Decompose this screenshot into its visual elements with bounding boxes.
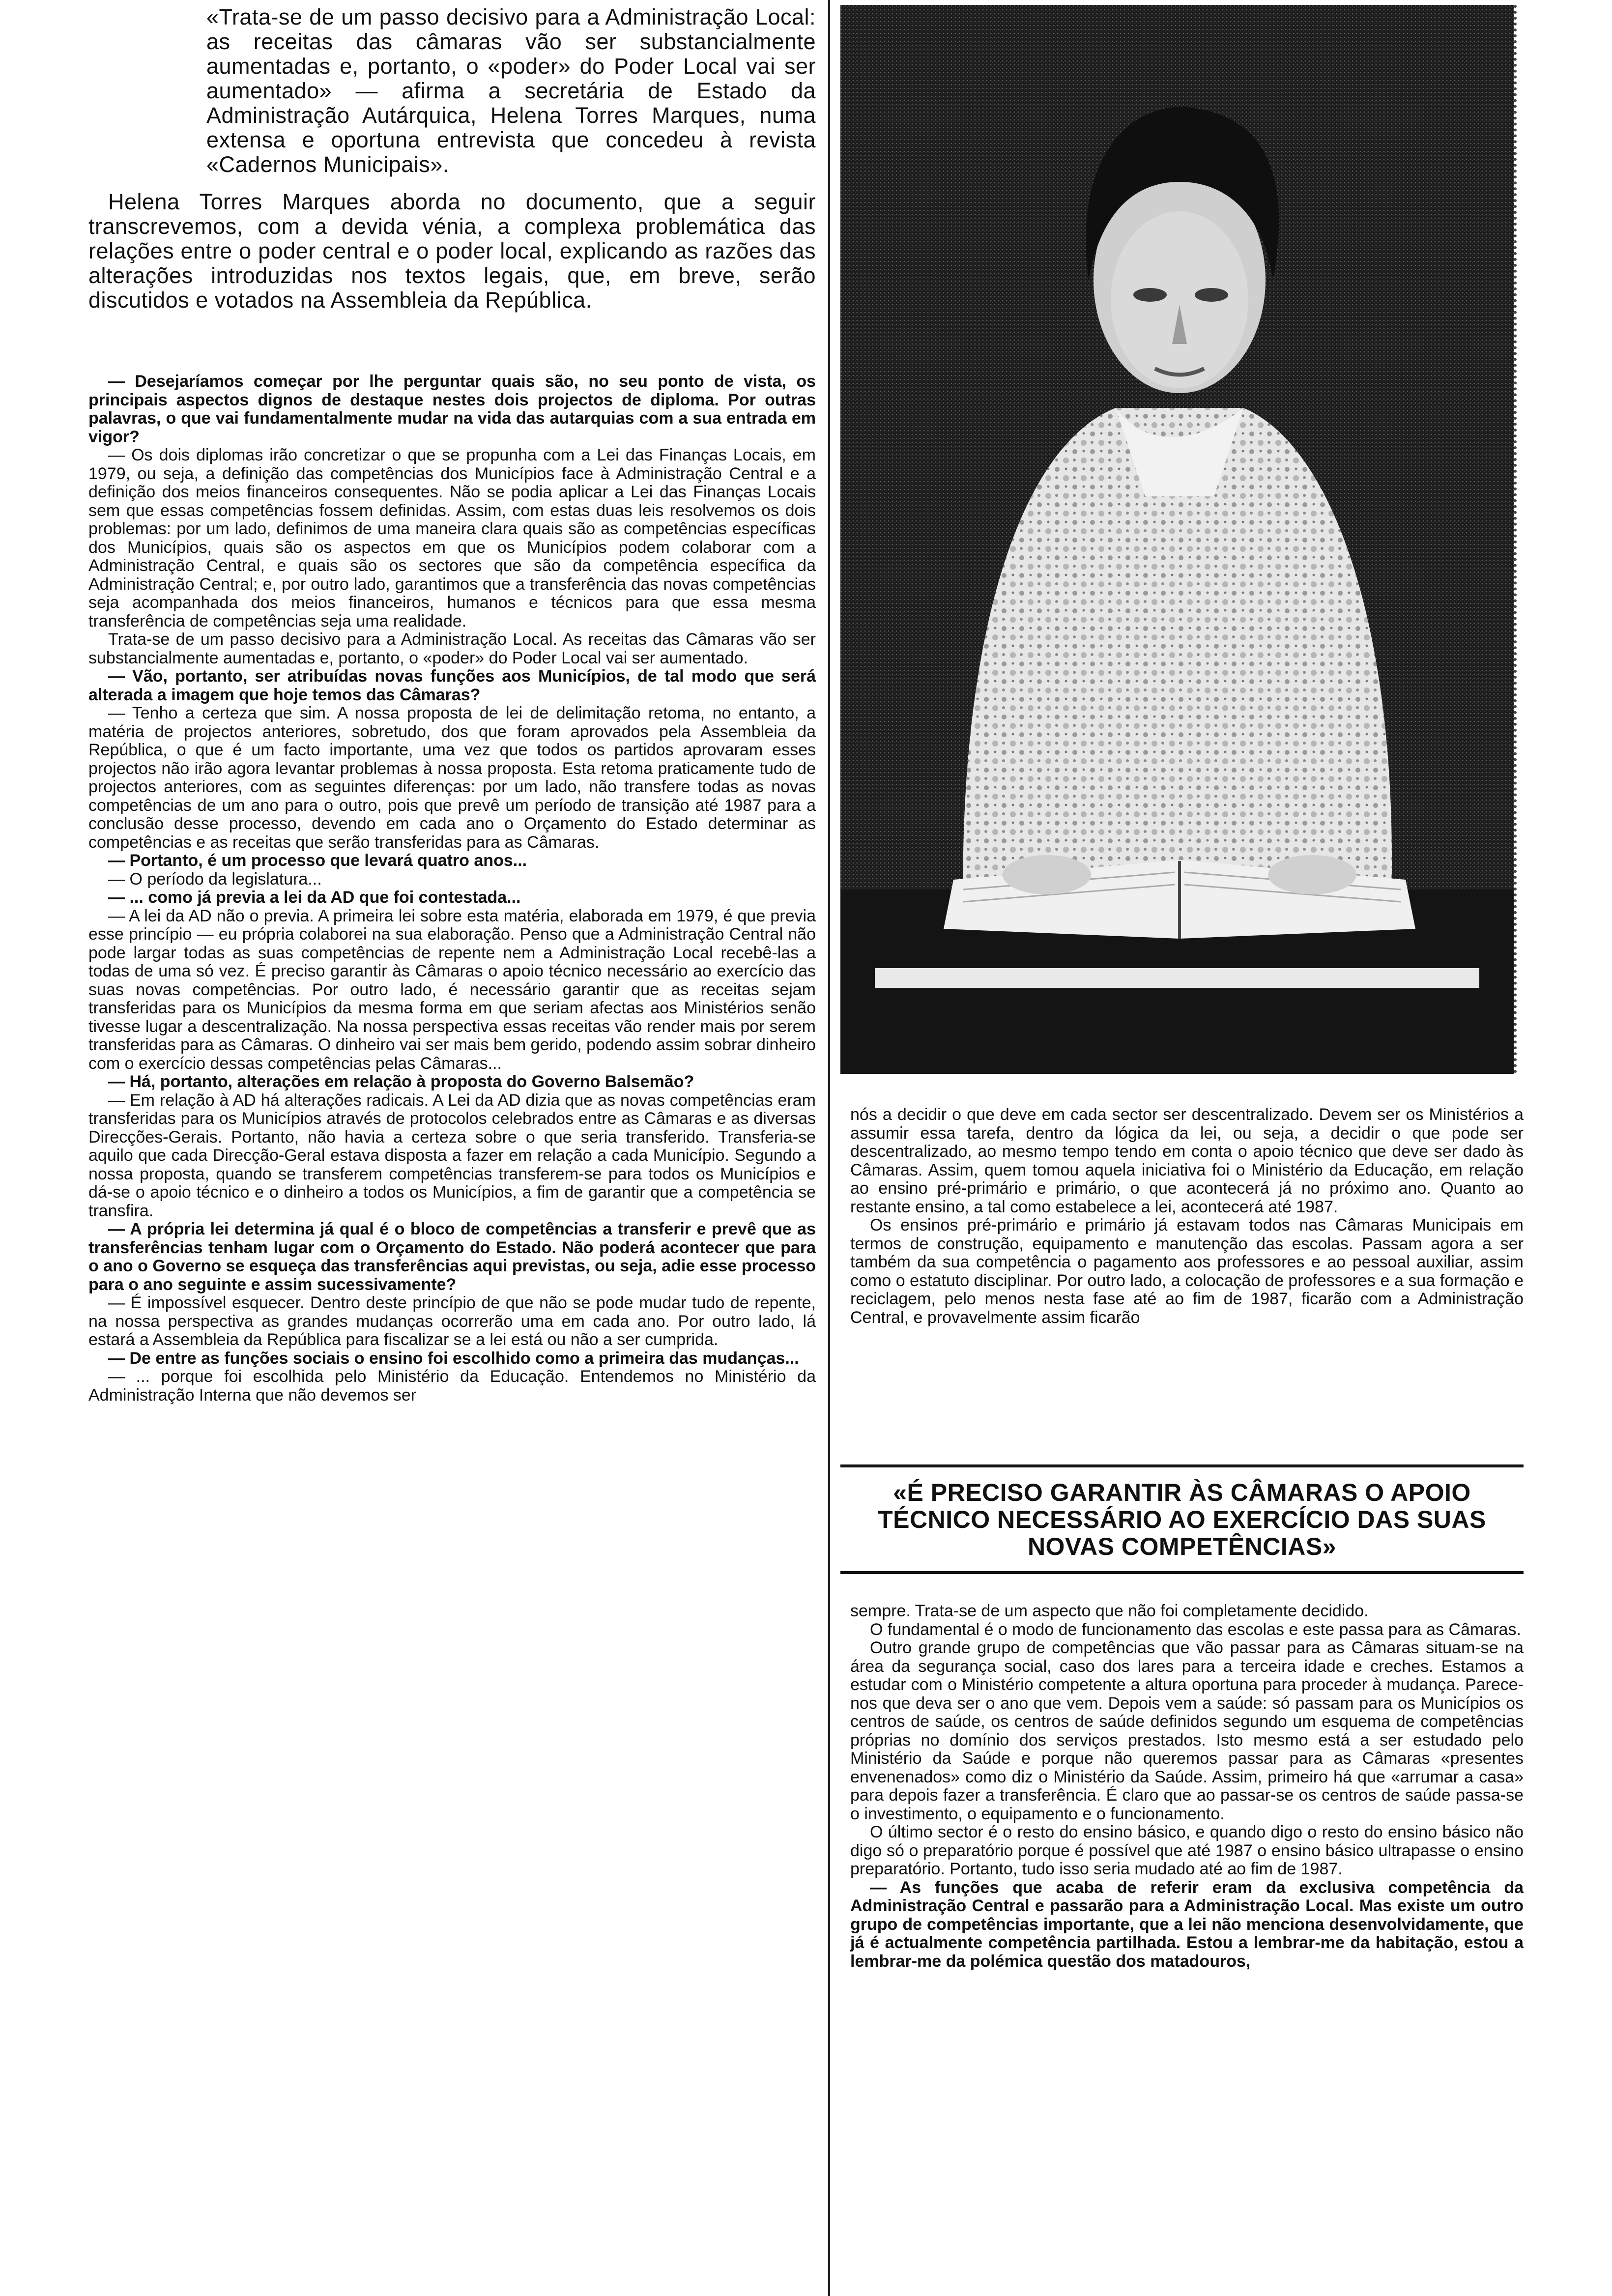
interview-question: — Há, portanto, alterações em relação à proposta do Governo Balsemão? xyxy=(108,1072,694,1091)
portrait-photo-illustration xyxy=(840,5,1514,1074)
portrait-photo xyxy=(840,5,1514,1074)
left-column xyxy=(88,5,816,2285)
interview-question: — Vão, portanto, ser atribuídas novas funções aos Municípios, de tal modo que será alterada a imagem que hoje temos das Câmaras? xyxy=(88,667,816,704)
interview-answer: — Em relação à AD há alterações radicais. A Lei da AD dizia que as novas competências eram transferidas para os Municípios através de protocolos celebrados entre as Câmaras e as diversas Direcções-Gerais. Portanto, não havia a certeza sobre o que seria transferido. Transferia-se aquilo que cada Direcção-Geral estava disposta a fazer em relação a cada Município. Segundo a nossa proposta, quando se transferem competências transferem-se para todos os Municípios e dá-se o apoio técnico e o dinheiro a todos os Municípios, a fim de garantir que a competência se transfira. xyxy=(88,1091,816,1220)
photo-border xyxy=(1514,5,1528,1074)
pull-quote: «É PRECISO GARANTIR ÀS CÂMARAS O APOIO TÉCNICO NECESSÁRIO AO EXERCÍCIO DAS SUAS NOVAS COMPETÊNCIAS» xyxy=(840,1464,1524,1574)
column-divider xyxy=(828,0,830,2296)
interview-answer: Os ensinos pré-primário e primário já estavam todos nas Câmaras Municipais em termos de construção, equipamento e manutenção das escolas. Passam agora a ser também da sua competência o pagamento aos professores e ao pessoal auxiliar, assim como o estatuto disciplinar. Por outro lado, a colocação de professores e a sua formação e reciclagem, pelo menos nesta fase até ao fim de 1987, ficarão com a Administração Central, e provavelmente assim ficarão xyxy=(850,1216,1524,1327)
interview-answer: — É impossível esquecer. Dentro deste princípio de que não se pode mudar tudo de repente, na nossa perspectiva as grandes mudanças ocorrerão uma em cada ano. Por outro lado, lá estará a Assembleia da República para fiscalizar se a lei está ou não a ser cumprida. xyxy=(88,1293,816,1349)
interview-answer: O último sector é o resto do ensino básico, e quando digo o resto do ensino básico não digo só o preparatório porque é possível que até 1987 o ensino básico ultrapasse o ensino preparatório. Portanto, tudo isso seria mudado até ao fim de 1987. xyxy=(850,1823,1524,1878)
intro-paragraph-2: Helena Torres Marques aborda no documento, que a seguir transcrevemos, com a devida vénia, a complexa problemática das relações entre o poder central e o poder local, explicando as razões das alterações introduzidas nos textos legais, que, em breve, serão discutidos e votados na Assembleia da República. xyxy=(88,189,816,313)
interview-answer: sempre. Trata-se de um aspecto que não foi completamente decidido. xyxy=(850,1602,1369,1620)
interview-question: — As funções que acaba de referir eram da exclusiva competência da Administração Central e passarão para a Administração Local. Mas existe um outro grupo de competências importante, que a lei não menciona desenvolvidamente, que já é actualmente competência partilhada. Estou a lembrar-me da habitação, estou a lembrar-me da polémica questão dos matadouros, xyxy=(850,1878,1524,1971)
interview-answer: O fundamental é o modo de funcionamento das escolas e este passa para as Câmaras. xyxy=(870,1620,1521,1639)
interview-question: — Desejaríamos começar por lhe perguntar quais são, no seu ponto de vista, os principais aspectos dignos de destaque nestes dois projectos de diploma. Por outras palavras, o que vai fundamentalmente mudar na vida das autarquias com a sua entrada em vigor? xyxy=(88,372,816,446)
interview-body-right-bottom xyxy=(850,1602,1524,1971)
intro-paragraph-1: «Trata-se de um passo decisivo para a Administração Local: as receitas das câmaras vão ser substancialmente aumentadas e, portanto, o «poder» do Poder Local vai ser aumentado» — afirma a secretária de Estado da Administração Autárquica, Helena Torres Marques, numa extensa e oportuna entrevista que concedeu à revista «Cadernos Municipais». xyxy=(206,5,816,177)
interview-body-left xyxy=(88,373,816,1405)
interview-answer: — ... porque foi escolhida pelo Ministério da Educação. Entendemos no Ministério da Administração Interna que não devemos ser xyxy=(88,1367,816,1405)
interview-answer: — Tenho a certeza que sim. A nossa proposta de lei de delimitação retoma, no entanto, a matéria de projectos anteriores, sobretudo, dos que foram aprovados pela Assembleia da República, o que é um facto importante, uma vez que todos os partidos aprovaram esses projectos não irão agora levantar problemas à nossa proposta. Esta retoma praticamente tudo de projectos anteriores, com as seguintes diferenças: por um lado, não transfere todas as novas competências de um ano para o outro, pois que prevê um período de transição até 1987 para a conclusão desse processo, devendo em cada ano o Orçamento do Estado determinar as competências e as receitas que serão transferidas para as Câmaras. xyxy=(88,704,816,852)
interview-question: — A própria lei determina já qual é o bloco de competências a transferir e prevê que as transferências tenham lugar com o Orçamento do Estado. Não poderá acontecer que para o ano o Governo se esqueça das transferências aqui previstas, ou seja, adie esse processo para o ano seguinte e assim sucessivamente? xyxy=(88,1220,816,1294)
interview-body-right-top xyxy=(850,1106,1524,1327)
interview-answer: — Os dois diplomas irão concretizar o que se propunha com a Lei das Finanças Locais, em 1979, ou seja, a definição das competências dos Municípios face à Administração Central e a definição dos meios financeiros consequentes. Não se podia aplicar a Lei das Finanças Locais sem que essas competências fossem definidas. Assim, com estas duas leis resolvemos os dois problemas: por um lado, definimos de uma maneira clara quais são as competências específicas dos Municípios, quais são os aspectos em que os Municípios podem colaborar com a Administração Central, e quais são os sectores que são da competência específica da Administração Central; e, por outro lado, garantimos que a transferência das novas competências seja acompanhada dos meios financeiros, humanos e técnicos para que essa mesma transferência de competências seja uma realidade. xyxy=(88,446,816,631)
interview-answer: Outro grande grupo de competências que vão passar para as Câmaras situam-se na área da segurança social, caso dos lares para a terceira idade e creches. Estamos a estudar com o Ministério competente a altura oportuna para proceder à mudança. Parece-nos que deva ser o ano que vem. Depois vem a saúde: só passam para os Municípios os centros de saúde, os centros de saúde definidos segundo um esquema de competências próprias no domínio dos serviços prestados. Isto mesmo está a ser estudado pelo Ministério da Saúde e porque não queremos passar para as Câmaras «presentes envenenados» como diz o Ministério da Saúde. Assim, primeiro há que «arrumar a casa» para depois fazer a transferência. É claro que ao passar-se os centros de saúde passa-se o investimento, o equipamento e o funcionamento. xyxy=(850,1638,1524,1823)
interview-answer: — A lei da AD não o previa. A primeira lei sobre esta matéria, elaborada em 1979, é que previa esse princípio — eu própria colaborei na sua elaboração. Penso que a Administração Central não pode largar todas as suas competências de repente nem a Administração Local recebê-las a todas de uma só vez. É preciso garantir às Câmaras o apoio técnico necessário ao exercício das suas novas competências. Por outro lado, é necessário garantir que as receitas sejam transferidas para os Municípios da mesma forma em que seriam afectas aos Ministérios senão tivesse lugar a descentralização. Na nossa perspectiva essas receitas vão render mais por serem transferidas para as Câmaras. O dinheiro vai ser mais bem gerido, podendo assim sobrar dinheiro com o exercício dessas competências pelas Câmaras... xyxy=(88,906,816,1073)
interview-question: — Portanto, é um processo que levará quatro anos... xyxy=(108,851,527,870)
right-column xyxy=(840,5,1528,2285)
interview-answer: — O período da legislatura... xyxy=(108,869,322,889)
interview-question: — De entre as funções sociais o ensino foi escolhido como a primeira das mudanças... xyxy=(108,1349,799,1368)
section-gap xyxy=(88,325,816,373)
interview-answer: Trata-se de um passo decisivo para a Administração Local. As receitas das Câmaras vão ser substancialmente aumentadas e, portanto, o «poder» do Poder Local vai ser aumentado. xyxy=(88,630,816,667)
interview-question: — ... como já previa a lei da AD que foi contestada... xyxy=(108,888,521,907)
interview-answer: nós a decidir o que deve em cada sector ser descentralizado. Devem ser os Ministérios a assumir essa tarefa, dentro da lógica da lei, ou seja, a decidir o que pode ser descentralizado, ao mesmo tempo tendo em conta o apoio técnico que deve ser dado às Câmaras. Assim, quem tomou aquela iniciativa foi o Ministério da Educação, em relação ao ensino pré-primário e primário, o que acontecerá já no próximo ano. Quanto ao restante ensino, a tal como estabelece a lei, acontecerá até 1987. xyxy=(850,1105,1524,1216)
